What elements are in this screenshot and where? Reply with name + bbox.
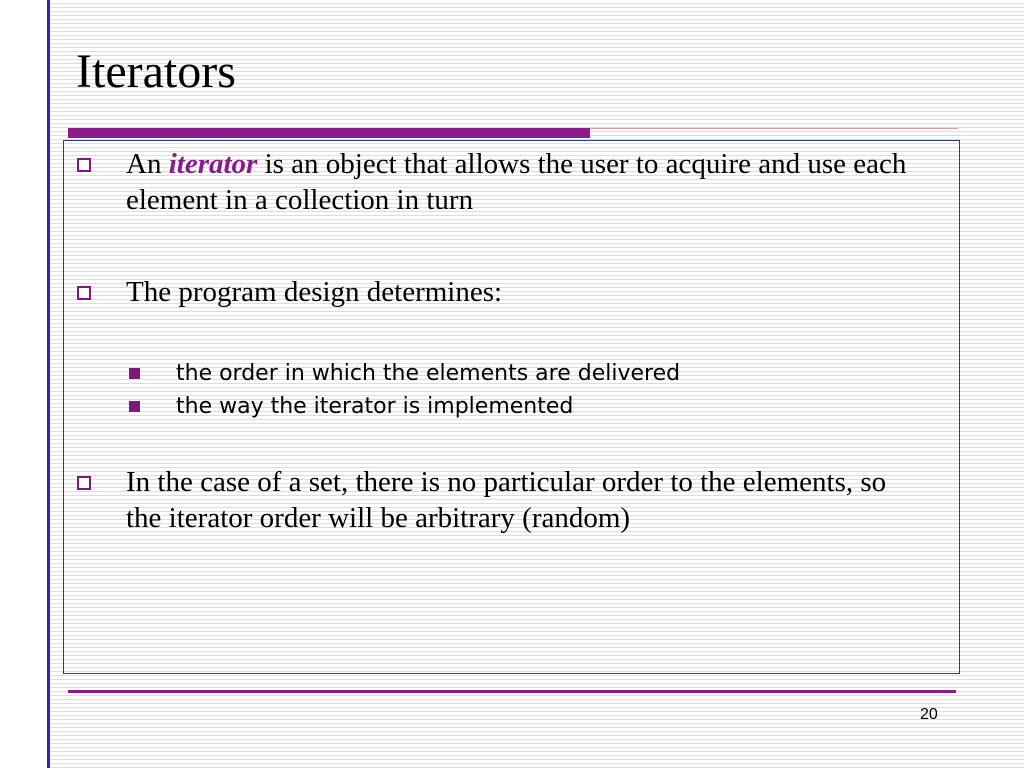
bullet-set-order bbox=[126, 464, 916, 536]
filled-square-bullet-icon bbox=[129, 368, 140, 379]
bullet-prefix: An bbox=[126, 148, 169, 180]
title-rule-bar bbox=[68, 128, 590, 138]
bullet-text: In the case of a set, there is no particular order to the elements, so the iterator order will be arbitrary (random) bbox=[126, 466, 887, 534]
subitem-order bbox=[176, 361, 936, 386]
subitem-implementation bbox=[176, 394, 936, 419]
bullet-text: The program design determines: bbox=[126, 276, 503, 308]
bullet-program-design bbox=[126, 274, 946, 310]
hollow-square-bullet-icon bbox=[77, 158, 91, 172]
slide-title: Iterators bbox=[76, 45, 236, 98]
footer-rule bbox=[68, 690, 956, 693]
subitem-text: the order in which the elements are delivered bbox=[176, 361, 681, 386]
bullet-iterator-definition bbox=[126, 146, 946, 218]
title-rule-line bbox=[590, 128, 958, 129]
title-rule bbox=[68, 128, 958, 138]
filled-square-bullet-icon bbox=[129, 401, 140, 412]
bullet-emphasis: iterator bbox=[168, 148, 258, 180]
left-band bbox=[0, 0, 50, 768]
subitem-text: the way the iterator is implemented bbox=[176, 394, 574, 419]
bullet-rest: is an object that allows the user to acquire and use each element in a collection in turn bbox=[126, 148, 907, 216]
hollow-square-bullet-icon bbox=[77, 286, 91, 300]
page-number: 20 bbox=[920, 706, 938, 723]
hollow-square-bullet-icon bbox=[77, 476, 91, 490]
